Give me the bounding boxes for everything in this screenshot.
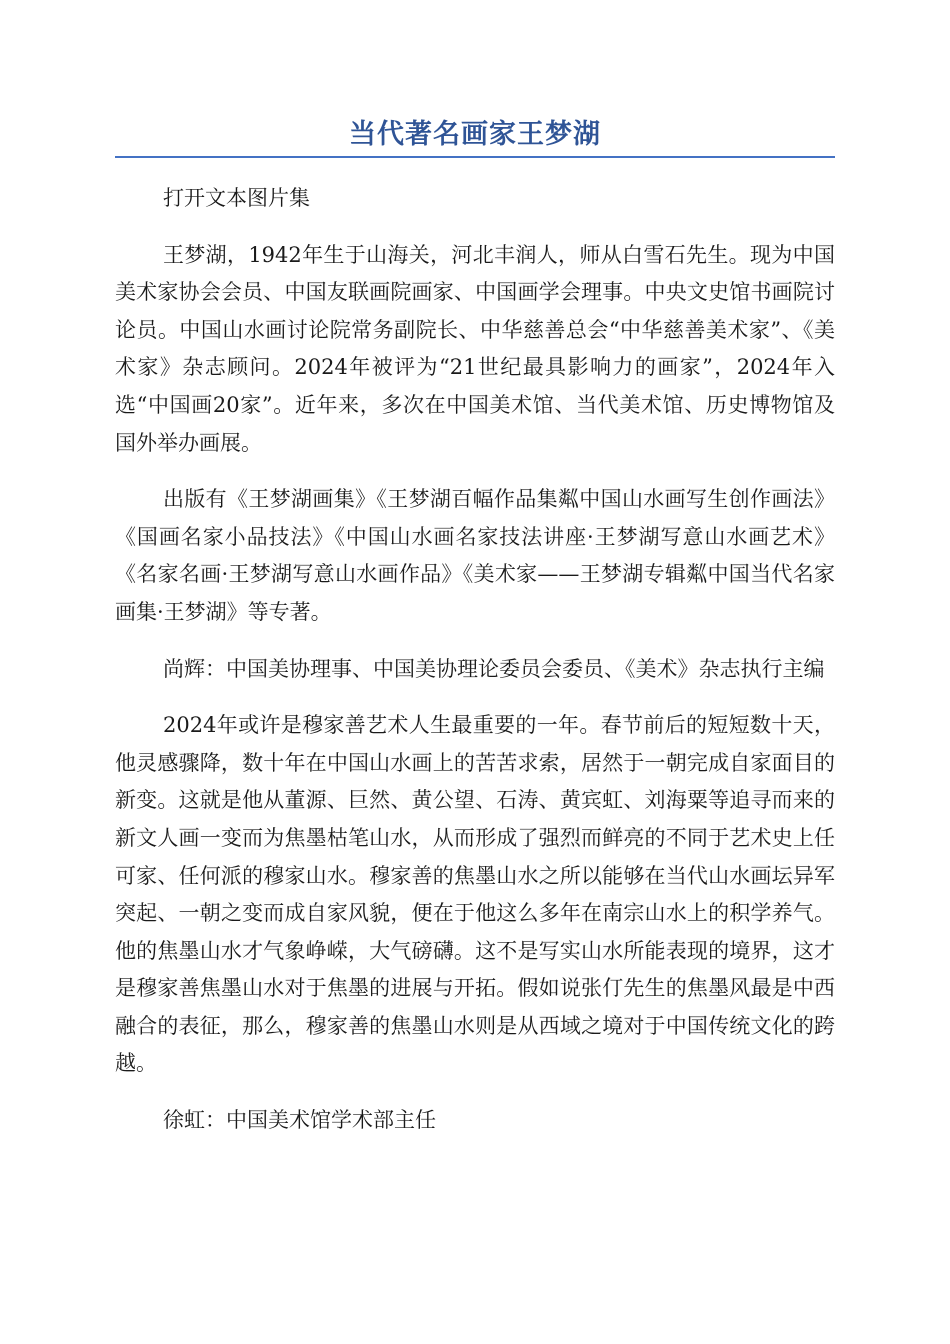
title-underline bbox=[115, 156, 835, 158]
document-page bbox=[115, 0, 835, 1140]
paragraph-biography: 王梦湖，1942年生于山海关，河北丰润人，师从白雪石先生。现为中国美术家协会会员、中国友联画院画家、中国画学会理事。中央文史馆书画院讨论员。中国山水画讨论院常务副院长、中华慈善总会“中华慈善美术家”、《美术家》杂志顾问。2024年被评为“21世纪最具影响力的画家”，2024年入选“中国画20家”。近年来，多次在中国美术馆、当代美术馆、历史博物馆及国外举办画展。 bbox=[115, 242, 835, 455]
paragraph-author-xuhong: 徐虹：中国美术馆学术部主任 bbox=[163, 1108, 436, 1133]
paragraph-publications: 出版有《王梦湖画集》《王梦湖百幅作品集粼中国山水画写生创作画法》《国画名家小品技法》《中国山水画名家技法讲座·王梦湖写意山水画艺术》《名家名画·王梦湖写意山水画作品》《美术家——王梦湖专辑粼中国当代名家画集·王梦湖》等专著。 bbox=[115, 487, 835, 624]
document-title: 当代著名画家王梦湖 bbox=[349, 119, 601, 150]
paragraph-author-shanghui: 尚辉：中国美协理事、中国美协理论委员会委员、《美术》杂志执行主编 bbox=[163, 656, 825, 681]
paragraph-image-collection: 打开文本图片集 bbox=[163, 186, 310, 210]
paragraph-critique: 2024年或许是穆家善艺术人生最重要的一年。春节前后的短短数十天，他灵感骤降，数十年在中国山水画上的苦苦求索，居然于一朝完成自家面目的新变。这就是他从董源、巨然、黄公望、石涛、黄宾虹、刘海粟等追寻而来的新文人画一变而为焦墨枯笔山水，从而形成了强烈而鲜亮的不同于艺术史上任可家、任何派的穆家山水。穆家善的焦墨山水之所以能够在当代山水画坛异军突起、一朝之变而成自家风貌，便在于他这么多年在南宗山水上的积学养气。他的焦墨山水才气象峥嵘，大气磅礴。这不是写实山水所能表现的境界，这才是穆家善焦墨山水对于焦墨的进展与开拓。假如说张仃先生的焦墨风最是中西融合的表征，那么，穆家善的焦墨山水则是从西域之境对于中国传统文化的跨越。 bbox=[115, 713, 835, 1076]
